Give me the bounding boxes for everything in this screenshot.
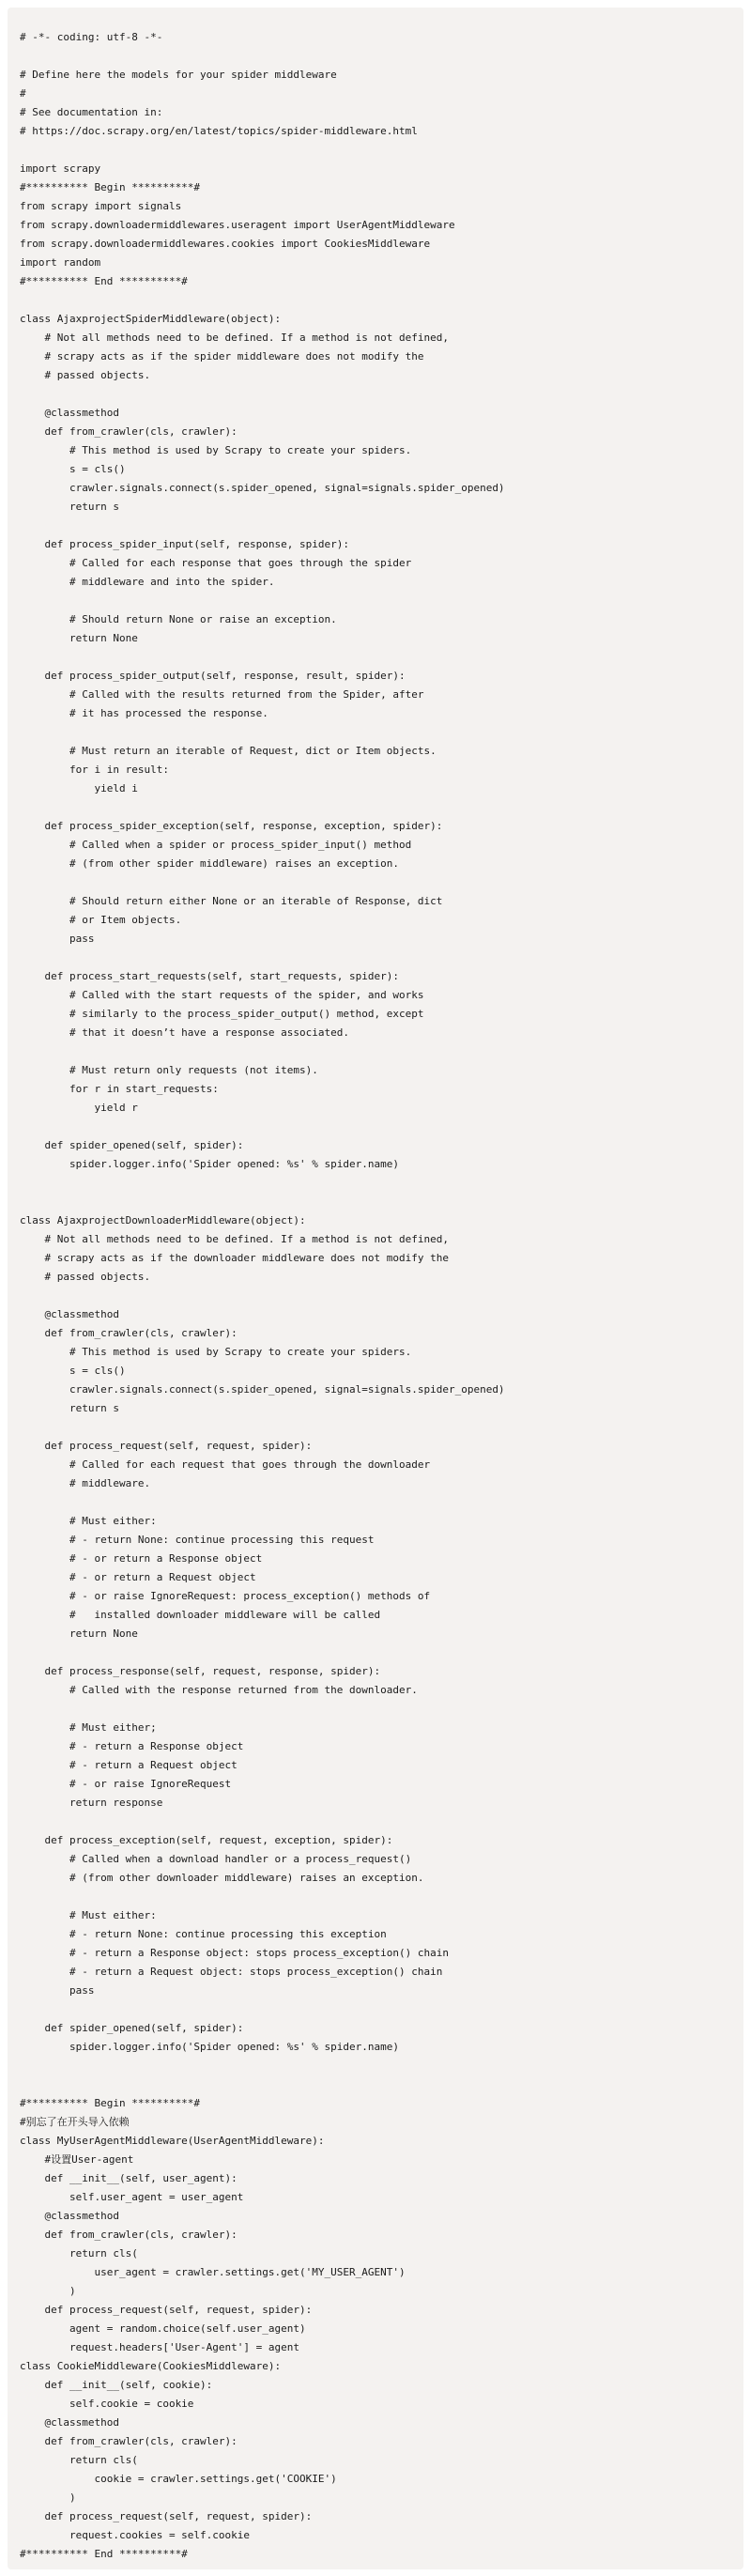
code-line bbox=[20, 1418, 731, 1437]
code-line: # - or raise IgnoreRequest bbox=[20, 1778, 232, 1790]
code-line: from scrapy import signals bbox=[20, 200, 182, 212]
code-line bbox=[20, 141, 731, 160]
code-line: request.cookies = self.cookie bbox=[20, 2529, 251, 2541]
code-line: # - or raise IgnoreRequest: process_exception() methods of bbox=[20, 1590, 431, 1602]
code-line: # Called with the response returned from the downloader. bbox=[20, 1684, 418, 1696]
code-line: # middleware. bbox=[20, 1477, 151, 1489]
code-line: # Must either: bbox=[20, 1909, 157, 1921]
code-line bbox=[20, 2000, 731, 2019]
code-line: # (from other downloader middleware) raises an exception. bbox=[20, 1872, 424, 1884]
code-line: cookie = crawler.settings.get('COOKIE') bbox=[20, 2473, 337, 2485]
code-line: class CookieMiddleware(CookiesMiddleware): bbox=[20, 2360, 282, 2372]
code-line: def process_start_requests(self, start_requests, spider): bbox=[20, 970, 399, 982]
code-line: # - return a Response object bbox=[20, 1740, 244, 1752]
code-line: # Called when a spider or process_spider_input() method bbox=[20, 839, 412, 851]
code-line: # scrapy acts as if the spider middleware does not modify the bbox=[20, 350, 424, 362]
code-line: # similarly to the process_spider_output() method, except bbox=[20, 1008, 424, 1020]
code-line bbox=[20, 949, 731, 967]
code-line: def __init__(self, user_agent): bbox=[20, 2172, 238, 2184]
code-line: # Called for each request that goes through the downloader bbox=[20, 1458, 431, 1471]
code-line: def from_crawler(cls, crawler): bbox=[20, 2229, 238, 2241]
code-line bbox=[20, 2057, 731, 2075]
code-line: # - return a Response object: stops process_exception() chain bbox=[20, 1947, 449, 1959]
code-line bbox=[20, 1042, 731, 1061]
code-line: spider.logger.info('Spider opened: %s' % spider.name) bbox=[20, 1158, 399, 1170]
code-line bbox=[20, 1643, 731, 1662]
code-line: # Called for each response that goes through the spider bbox=[20, 557, 412, 569]
code-block bbox=[8, 8, 743, 2569]
code-line: # Must return an iterable of Request, dict or Item objects. bbox=[20, 745, 437, 757]
code-line: from scrapy.downloadermiddlewares.cookies import CookiesMiddleware bbox=[20, 238, 431, 250]
code-line: # bbox=[20, 87, 26, 100]
code-line: s = cls() bbox=[20, 1365, 126, 1377]
code-line bbox=[20, 1700, 731, 1719]
code-line: crawler.signals.connect(s.spider_opened, signal=signals.spider_opened) bbox=[20, 482, 505, 494]
code-line bbox=[20, 723, 731, 742]
code-line bbox=[20, 385, 731, 404]
code-line: # that it doesn’t have a response associated. bbox=[20, 1026, 349, 1039]
code-line: def spider_opened(self, spider): bbox=[20, 1139, 244, 1151]
code-line: import random bbox=[20, 256, 101, 269]
code-line: class AjaxprojectSpiderMiddleware(object): bbox=[20, 313, 282, 325]
code-line: @classmethod bbox=[20, 1308, 119, 1320]
code-lines bbox=[20, 28, 731, 2564]
code-line: # Must return only requests (not items). bbox=[20, 1064, 318, 1076]
code-line: yield i bbox=[20, 782, 138, 794]
code-line: return cls( bbox=[20, 2454, 138, 2466]
code-line: # Define here the models for your spider middleware bbox=[20, 69, 337, 81]
code-line bbox=[20, 592, 731, 610]
code-line: def from_crawler(cls, crawler): bbox=[20, 1327, 238, 1339]
code-line bbox=[20, 873, 731, 892]
code-line: agent = random.choice(self.user_agent) bbox=[20, 2322, 306, 2335]
code-line: ) bbox=[20, 2285, 76, 2297]
code-line: # Not all methods need to be defined. If a method is not defined, bbox=[20, 1233, 449, 1245]
code-line bbox=[20, 1118, 731, 1136]
code-line: def process_spider_input(self, response, spider): bbox=[20, 538, 349, 550]
code-line: @classmethod bbox=[20, 2416, 119, 2429]
code-line bbox=[20, 517, 731, 535]
code-line: def process_request(self, request, spider): bbox=[20, 2510, 313, 2522]
code-line: # This method is used by Scrapy to create your spiders. bbox=[20, 444, 412, 456]
code-line: pass bbox=[20, 1984, 95, 1997]
code-line: class AjaxprojectDownloaderMiddleware(object): bbox=[20, 1214, 306, 1226]
code-line: crawler.signals.connect(s.spider_opened, signal=signals.spider_opened) bbox=[20, 1383, 505, 1396]
code-line bbox=[20, 291, 731, 310]
code-line: def process_exception(self, request, exception, spider): bbox=[20, 1834, 393, 1846]
code-line bbox=[20, 648, 731, 667]
code-line: return response bbox=[20, 1797, 163, 1809]
code-line: for i in result: bbox=[20, 764, 169, 776]
code-line: # https://doc.scrapy.org/en/latest/topics/spider-middleware.html bbox=[20, 125, 418, 137]
code-line: for r in start_requests: bbox=[20, 1083, 219, 1095]
code-line: # scrapy acts as if the downloader middleware does not modify the bbox=[20, 1252, 449, 1264]
code-line bbox=[20, 798, 731, 817]
code-line: return None bbox=[20, 1627, 138, 1640]
code-line: request.headers['User-Agent'] = agent bbox=[20, 2341, 300, 2353]
code-line: @classmethod bbox=[20, 2210, 119, 2222]
code-line: #********** Begin **********# bbox=[20, 181, 201, 193]
code-line: # - return None: continue processing this request bbox=[20, 1534, 375, 1546]
code-line: #********** End **********# bbox=[20, 2548, 188, 2560]
code-line: # it has processed the response. bbox=[20, 707, 268, 719]
code-line: # Should return None or raise an exception. bbox=[20, 613, 337, 625]
code-line: # Called with the start requests of the spider, and works bbox=[20, 989, 424, 1001]
code-line: # Should return either None or an iterable of Response, dict bbox=[20, 895, 443, 907]
code-line: # Must either: bbox=[20, 1515, 157, 1527]
code-line: s = cls() bbox=[20, 463, 126, 475]
code-line: pass bbox=[20, 933, 95, 945]
code-line: def process_spider_exception(self, response, exception, spider): bbox=[20, 820, 443, 832]
code-line: # Called with the results returned from the Spider, after bbox=[20, 688, 424, 701]
code-line: return s bbox=[20, 501, 119, 513]
code-line: from scrapy.downloadermiddlewares.useragent import UserAgentMiddleware bbox=[20, 219, 455, 231]
code-line: return cls( bbox=[20, 2247, 138, 2260]
code-line: # - return None: continue processing this exception bbox=[20, 1928, 387, 1940]
code-line bbox=[20, 1812, 731, 1831]
code-line: # Called when a download handler or a process_request() bbox=[20, 1853, 412, 1865]
code-line: def spider_opened(self, spider): bbox=[20, 2022, 244, 2034]
code-line: spider.logger.info('Spider opened: %s' % spider.name) bbox=[20, 2041, 399, 2053]
code-line: # This method is used by Scrapy to create your spiders. bbox=[20, 1346, 412, 1358]
code-line: # - or return a Response object bbox=[20, 1552, 263, 1565]
code-line: @classmethod bbox=[20, 407, 119, 419]
code-line: # - return a Request object: stops process_exception() chain bbox=[20, 1966, 443, 1978]
code-line bbox=[20, 1493, 731, 1512]
code-line: user_agent = crawler.settings.get('MY_USER_AGENT') bbox=[20, 2266, 406, 2278]
code-line: self.user_agent = user_agent bbox=[20, 2191, 244, 2203]
code-line: # middleware and into the spider. bbox=[20, 576, 275, 588]
code-line: ) bbox=[20, 2491, 76, 2504]
code-line: # passed objects. bbox=[20, 369, 151, 381]
code-line: class MyUserAgentMiddleware(UserAgentMiddleware): bbox=[20, 2135, 325, 2147]
code-line: # (from other spider middleware) raises an exception. bbox=[20, 857, 399, 870]
code-line: # passed objects. bbox=[20, 1271, 151, 1283]
code-line: def process_request(self, request, spider): bbox=[20, 1440, 313, 1452]
code-line bbox=[20, 1287, 731, 1305]
code-line: def process_spider_output(self, response, result, spider): bbox=[20, 670, 406, 682]
code-line bbox=[20, 1888, 731, 1906]
code-line bbox=[20, 2075, 731, 2094]
code-line: def process_response(self, request, response, spider): bbox=[20, 1665, 381, 1677]
code-line: #别忘了在开头导入依赖 bbox=[20, 2116, 130, 2128]
code-line: yield r bbox=[20, 1102, 138, 1114]
code-line: #********** End **********# bbox=[20, 275, 188, 287]
code-line: return None bbox=[20, 632, 138, 644]
code-line: # installed downloader middleware will be called bbox=[20, 1609, 381, 1621]
code-line bbox=[20, 1193, 731, 1211]
code-line: def process_request(self, request, spider): bbox=[20, 2304, 313, 2316]
code-line: def __init__(self, cookie): bbox=[20, 2379, 213, 2391]
code-line: self.cookie = cookie bbox=[20, 2398, 194, 2410]
code-line: # Not all methods need to be defined. If a method is not defined, bbox=[20, 332, 449, 344]
code-line: # or Item objects. bbox=[20, 914, 182, 926]
code-line: # -*- coding: utf-8 -*- bbox=[20, 31, 163, 43]
code-line: # See documentation in: bbox=[20, 106, 163, 118]
code-line: # - return a Request object bbox=[20, 1759, 238, 1771]
code-line: import scrapy bbox=[20, 162, 101, 175]
code-line: # - or return a Request object bbox=[20, 1571, 256, 1583]
code-line: return s bbox=[20, 1402, 119, 1414]
code-line: #设置User-agent bbox=[20, 2153, 134, 2166]
code-line bbox=[20, 1174, 731, 1193]
code-line: #********** Begin **********# bbox=[20, 2097, 201, 2109]
code-line: def from_crawler(cls, crawler): bbox=[20, 425, 238, 438]
code-line: # Must either; bbox=[20, 1721, 157, 1734]
code-line bbox=[20, 47, 731, 66]
code-line: def from_crawler(cls, crawler): bbox=[20, 2435, 238, 2447]
